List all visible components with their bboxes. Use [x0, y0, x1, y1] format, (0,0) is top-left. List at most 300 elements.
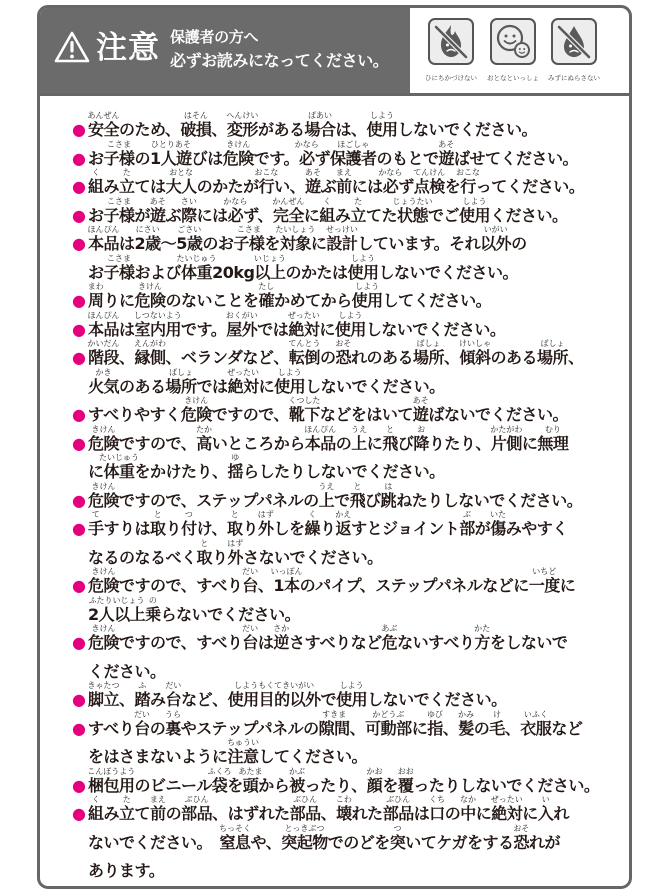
notice-item-line: [72, 339, 627, 373]
text-run: に: [88, 462, 104, 481]
furigana: ぜったい: [490, 795, 523, 804]
furigana: たか: [195, 424, 212, 434]
ruby-base: 必: [227, 205, 244, 225]
ruby-base: 危険: [88, 633, 120, 652]
ruby-base: 片側: [490, 433, 522, 453]
furigana: かみ: [457, 709, 474, 719]
furigana: あたま: [238, 766, 263, 776]
ruby-word: [412, 339, 444, 373]
text-run: しを: [273, 519, 305, 538]
ruby-base: 体重: [103, 462, 135, 481]
ruby-base: 使用: [334, 319, 366, 339]
ruby-word: [227, 453, 244, 487]
bullet-icon: ●: [72, 348, 86, 367]
furigana: た: [122, 795, 131, 804]
ruby-base: 使用: [347, 262, 379, 282]
bullet-icon: ●: [72, 205, 86, 225]
ruby-base: 場合: [304, 120, 336, 139]
text-run: れた: [351, 804, 383, 823]
ruby-word: [490, 510, 507, 544]
furigana: ぜったい: [287, 310, 320, 320]
furigana: はず: [227, 538, 244, 548]
ruby-base: 危険: [88, 576, 120, 595]
furigana: おとな: [169, 168, 194, 177]
text-run: に: [319, 319, 335, 339]
bullet-icon: ●: [72, 633, 86, 652]
furigana: ゆび: [426, 709, 443, 719]
furigana: こわ: [335, 795, 352, 804]
text-run: には: [196, 205, 228, 225]
ruby-base: 靴下: [288, 405, 320, 424]
bullet-icon: ●: [72, 148, 86, 168]
ruby-base: 部品: [181, 804, 213, 823]
text-run: 、: [504, 718, 521, 738]
furigana: ふくろ: [207, 766, 232, 776]
ruby-word: [242, 567, 259, 601]
ruby-base: 絶対: [491, 804, 523, 823]
warning-notice-card: [37, 5, 632, 889]
furigana: ばあい: [307, 111, 332, 120]
text-run: 、: [320, 804, 337, 823]
ruby-base: 場所: [412, 348, 444, 367]
text-run: ず: [314, 148, 330, 168]
ruby-base: 降: [413, 433, 429, 453]
ruby-word: [273, 624, 290, 658]
ruby-base: 中: [460, 804, 476, 823]
ruby-base: 行: [258, 177, 275, 196]
ruby-word: [520, 709, 552, 744]
text-run: み: [103, 804, 120, 823]
ruby-base: 階段: [88, 348, 120, 367]
furigana: は: [384, 481, 393, 491]
notice-item: [72, 624, 627, 686]
text-run: の: [165, 804, 182, 823]
no-fire-icon: [430, 20, 472, 63]
ruby-word: [270, 567, 303, 601]
ruby-base: 取: [226, 519, 243, 538]
text-run: お: [88, 205, 104, 225]
ruby-word: [474, 624, 491, 658]
text-run: り: [242, 519, 258, 538]
text-run: してください。: [258, 747, 368, 766]
ruby-base: 絶対: [227, 376, 259, 396]
ruby-base: 部品: [382, 804, 414, 823]
text-run: に: [559, 576, 576, 595]
furigana: あそ: [149, 196, 166, 206]
ruby-word: [134, 339, 167, 373]
text-run: び: [365, 490, 381, 510]
bullet-icon: ●: [72, 490, 86, 510]
ruby-base: 隙間: [318, 718, 350, 738]
text-run: ですので、すべり: [119, 576, 243, 595]
ruby-base: 使用: [336, 690, 368, 709]
furigana: おお: [397, 766, 414, 776]
text-run: ったりしないでください。: [413, 775, 600, 795]
ruby-base: 髪: [458, 718, 474, 738]
ruby-base: 以上: [254, 262, 286, 282]
furigana: ふ: [138, 681, 147, 690]
furigana: たいじゅう: [176, 253, 217, 263]
furigana: かえ: [335, 510, 352, 519]
notice-item: [72, 424, 627, 487]
ruby-word: [490, 424, 523, 459]
ruby-base: 窒息: [219, 832, 251, 852]
text-run: お: [88, 262, 104, 282]
pictogram-caption: おとなといっしょ: [487, 74, 539, 82]
ruby-base: 被: [289, 775, 305, 795]
text-run: です。: [253, 148, 299, 168]
text-run: や、: [250, 832, 282, 852]
furigana: なか: [460, 795, 476, 804]
notice-item-line: [72, 510, 627, 544]
text-run: なるのなるべく: [88, 547, 197, 567]
text-run: の: [444, 804, 461, 823]
text-run: のある: [119, 376, 166, 396]
text-run: びは: [191, 148, 223, 168]
furigana: しよう: [350, 253, 375, 263]
ruby-base: 遊: [305, 177, 321, 196]
furigana: たいしょう: [275, 225, 316, 234]
ruby-base: 指: [427, 718, 443, 738]
furigana: く: [308, 510, 317, 519]
notice-item-continued-line: [72, 857, 627, 886]
furigana: しよう: [462, 196, 487, 206]
text-run: しないでください。: [305, 376, 445, 396]
ruby-word: [318, 481, 335, 516]
ruby-base: 確: [258, 291, 275, 310]
text-run: さないでください。: [243, 547, 383, 567]
ruby-base: 状態: [396, 205, 428, 225]
furigana: ばしょ: [416, 339, 441, 348]
ruby-base: 高: [196, 433, 212, 453]
ruby-word: [318, 709, 350, 744]
ruby-word: [366, 766, 383, 801]
text-run: をしないで: [489, 633, 568, 652]
text-run: を: [264, 234, 280, 253]
ruby-base: 際: [181, 205, 197, 225]
ruby-word: [238, 766, 263, 801]
ruby-base: 子様: [103, 205, 135, 225]
ruby-base: 跳: [380, 490, 397, 510]
text-run: ばないでください。: [428, 405, 568, 424]
ruby-base: 方: [474, 633, 490, 652]
furigana: おそ: [513, 823, 530, 833]
furigana: い: [541, 795, 550, 804]
text-run: のもとで: [376, 148, 439, 168]
text-run: ですので、: [119, 433, 197, 453]
furigana: きけん: [226, 139, 251, 149]
ruby-word: [349, 481, 366, 516]
ruby-base: 体重: [181, 262, 213, 282]
text-run: り: [320, 519, 336, 538]
ruby-word: [176, 253, 217, 288]
text-run: ないでください。: [88, 832, 220, 852]
furigana: ほんぴん: [87, 225, 120, 234]
bullet-icon: ●: [72, 234, 86, 253]
text-run: すべりやすく: [88, 405, 181, 424]
furigana: しよう: [339, 681, 364, 690]
notice-item-line: [72, 396, 627, 430]
furigana: あそ: [438, 139, 455, 149]
ruby-base: 口: [429, 804, 445, 823]
furigana: あんぜん: [87, 111, 120, 120]
ruby-base: 屋外: [226, 319, 258, 339]
ruby-base: 入: [537, 804, 554, 823]
furigana: た: [354, 196, 363, 206]
ruby-base: 安全: [88, 120, 120, 139]
ruby-base: 場所: [165, 376, 197, 396]
bullet-icon: ●: [72, 718, 86, 738]
ruby-word: [181, 795, 213, 829]
furigana: うら: [164, 709, 181, 719]
furigana: しようもくてきいがい: [234, 681, 315, 690]
notice-item: [72, 510, 627, 572]
text-run: り: [212, 547, 228, 567]
ruby-word: [257, 510, 274, 544]
ruby-base: 設計: [326, 234, 358, 253]
ruby-word: [195, 424, 212, 459]
ruby-base: 対象: [279, 234, 311, 253]
ruby-word: [103, 253, 135, 288]
furigana: おこな: [254, 168, 279, 177]
notice-header-banner: [40, 8, 410, 93]
ruby-base: 使用: [366, 120, 398, 139]
furigana: く: [91, 795, 100, 804]
text-run: ては: [134, 177, 166, 196]
furigana: ごさい: [177, 225, 202, 234]
ruby-base: 踏: [134, 690, 151, 709]
ruby-word: [88, 168, 104, 202]
furigana: ちゅうい: [227, 738, 260, 747]
ruby-base: 組: [319, 205, 335, 225]
furigana: だい: [242, 567, 259, 576]
warning-icon: [54, 30, 90, 64]
text-run: らないでください。: [160, 604, 301, 624]
notice-subtitle-line2: 必ずお読みになってください。: [170, 51, 389, 70]
ruby-base: 必: [382, 177, 399, 196]
text-run: 、ベランダなど、: [165, 348, 289, 367]
furigana: きけん: [184, 396, 209, 405]
ruby-base: 繰: [304, 519, 321, 538]
text-run: がある: [257, 120, 305, 139]
notice-item: [72, 567, 627, 629]
no-water-icon: [553, 20, 595, 63]
text-run: いところから: [211, 433, 305, 453]
furigana: いがい: [483, 225, 508, 234]
text-run: の: [335, 433, 352, 453]
text-run: の: [511, 234, 527, 253]
ruby-word: [389, 823, 406, 858]
text-run: では: [257, 319, 289, 339]
ruby-word: [457, 709, 474, 744]
ruby-base: 使用: [351, 291, 383, 310]
text-run: ったり、: [304, 775, 367, 795]
text-run: 、: [349, 718, 366, 738]
furigana: と: [200, 538, 209, 548]
ruby-base: 裏: [165, 718, 181, 738]
ruby-base: 使用: [458, 205, 490, 225]
furigana: はそん: [183, 111, 208, 120]
furigana: の: [148, 595, 157, 605]
ruby-word: [164, 709, 181, 744]
text-run: に: [411, 718, 428, 738]
furigana: いちど: [532, 567, 557, 576]
text-run: ください。: [490, 205, 568, 225]
text-run: て: [134, 804, 151, 823]
furigana: まえ: [335, 168, 352, 177]
ruby-base: 部: [459, 519, 475, 538]
furigana: こさま: [107, 139, 132, 149]
furigana: あそ: [412, 396, 429, 405]
furigana: く: [323, 196, 332, 206]
ruby-word: [460, 795, 476, 829]
ruby-word: [133, 709, 150, 744]
ruby-word: [513, 823, 530, 858]
ruby-base: 外: [257, 519, 274, 538]
pictogram-caption: みずにぬらさない: [548, 74, 600, 82]
furigana: かなら: [223, 196, 248, 206]
text-run: でのどを: [327, 832, 390, 852]
furigana: しよう: [355, 282, 380, 291]
ruby-base: 完全: [272, 205, 304, 225]
ruby-base: 上: [351, 433, 367, 453]
ruby-word: [304, 168, 321, 202]
furigana: むり: [544, 424, 561, 434]
furigana: こんぽうよう: [87, 766, 136, 776]
text-run: に: [475, 804, 492, 823]
ruby-base: 立: [350, 205, 366, 225]
ruby-base: 危険: [222, 148, 254, 168]
furigana: きけん: [91, 567, 116, 576]
bullet-icon: ●: [72, 291, 86, 310]
ruby-base: 本品: [88, 319, 120, 339]
furigana: きけん: [91, 424, 116, 434]
ruby-word: [258, 282, 275, 316]
furigana: しよう: [338, 310, 363, 320]
ruby-word: [145, 595, 161, 630]
ruby-word: [227, 681, 321, 715]
text-run: しています。それ: [357, 234, 481, 253]
furigana: かいだん: [87, 339, 120, 348]
warning-triangle-icon: [54, 30, 90, 64]
furigana: とっきぶつ: [284, 823, 325, 833]
ruby-base: 周: [88, 291, 104, 310]
furigana: まえ: [149, 795, 166, 804]
ruby-base: 恐: [513, 832, 529, 852]
furigana: きゃたつ: [87, 681, 120, 690]
text-run: 、: [568, 348, 584, 367]
ruby-word: [382, 424, 398, 459]
notice-item-line: [72, 624, 627, 658]
ruby-base: 脚立: [88, 690, 120, 709]
furigana: かぶ: [289, 766, 306, 776]
notice-item-continued-line: [72, 738, 627, 772]
notice-item-line: [72, 709, 627, 744]
ruby-base: 前: [336, 177, 352, 196]
furigana: うえ: [318, 481, 335, 491]
text-run: お: [88, 148, 104, 168]
ruby-base: 突: [389, 832, 406, 852]
furigana: いじょう: [253, 253, 286, 263]
furigana: じょうたい: [392, 196, 433, 206]
ruby-base: 顔: [366, 775, 383, 795]
adult-supervision-icon: [492, 20, 534, 63]
text-run: ですので、: [211, 405, 289, 424]
text-run: は、: [335, 120, 367, 139]
furigana: すきま: [322, 709, 347, 719]
ruby-base: 子様: [103, 262, 135, 282]
ruby-word: [489, 709, 505, 744]
text-run: ください。: [88, 661, 166, 681]
text-run: は: [119, 234, 135, 253]
ruby-base: 危険: [180, 405, 212, 424]
ruby-base: 傾斜: [459, 348, 491, 367]
furigana: と: [353, 481, 362, 491]
text-run: 、: [257, 576, 274, 595]
ruby-base: 1本: [273, 576, 300, 595]
furigana: ぶひん: [184, 795, 209, 804]
text-run: 、: [442, 718, 459, 738]
ruby-base: 危険: [88, 490, 120, 510]
ruby-base: 恐: [335, 348, 351, 367]
furigana: つ: [184, 510, 193, 519]
text-run: しないでください。: [367, 690, 507, 709]
ruby-base: 破損: [180, 120, 212, 139]
text-run: ず: [398, 177, 414, 196]
furigana: ふたりいじょう: [88, 595, 145, 605]
furigana: けいしゃ: [459, 339, 492, 348]
ruby-word: [335, 168, 352, 202]
furigana: こさま: [236, 225, 261, 234]
text-run: に: [310, 234, 327, 253]
pictogram-no-water: [551, 18, 597, 65]
ruby-base: 遊: [438, 148, 455, 168]
text-run: れ: [553, 804, 569, 823]
ruby-word: [88, 367, 120, 402]
notice-item-line: [72, 795, 627, 829]
ruby-base: 2人以上: [88, 604, 146, 624]
ruby-base: 台: [242, 576, 258, 595]
ruby-base: 組: [88, 804, 104, 823]
furigana: と: [386, 424, 395, 434]
notice-item-continued-line: [72, 367, 627, 402]
furigana: ひとりあそ: [150, 139, 191, 149]
notice-item: [72, 339, 627, 401]
ruby-base: 行: [460, 177, 476, 196]
notice-item-continued-line: [72, 823, 627, 858]
text-run: らしたりしないでください。: [243, 462, 445, 481]
furigana: かなら: [378, 168, 403, 177]
ruby-base: 台: [165, 690, 182, 709]
furigana: ほごしゃ: [337, 139, 370, 149]
ruby-base: 頭: [242, 775, 259, 795]
furigana: かんぜん: [272, 196, 305, 206]
text-run: が: [474, 519, 491, 538]
ruby-base: 上: [318, 490, 335, 510]
text-run: で: [320, 690, 337, 709]
text-run: を: [227, 775, 243, 795]
ruby-base: 危険: [88, 433, 120, 453]
ruby-word: [227, 538, 244, 573]
furigana: つ: [393, 823, 402, 833]
text-run: 、: [444, 348, 460, 367]
ruby-base: 突起物: [281, 832, 328, 852]
text-run: は: [257, 633, 274, 652]
text-run: み: [150, 690, 166, 709]
ruby-base: 壊: [336, 804, 352, 823]
ruby-base: 必: [298, 148, 315, 168]
text-run: で: [334, 490, 350, 510]
